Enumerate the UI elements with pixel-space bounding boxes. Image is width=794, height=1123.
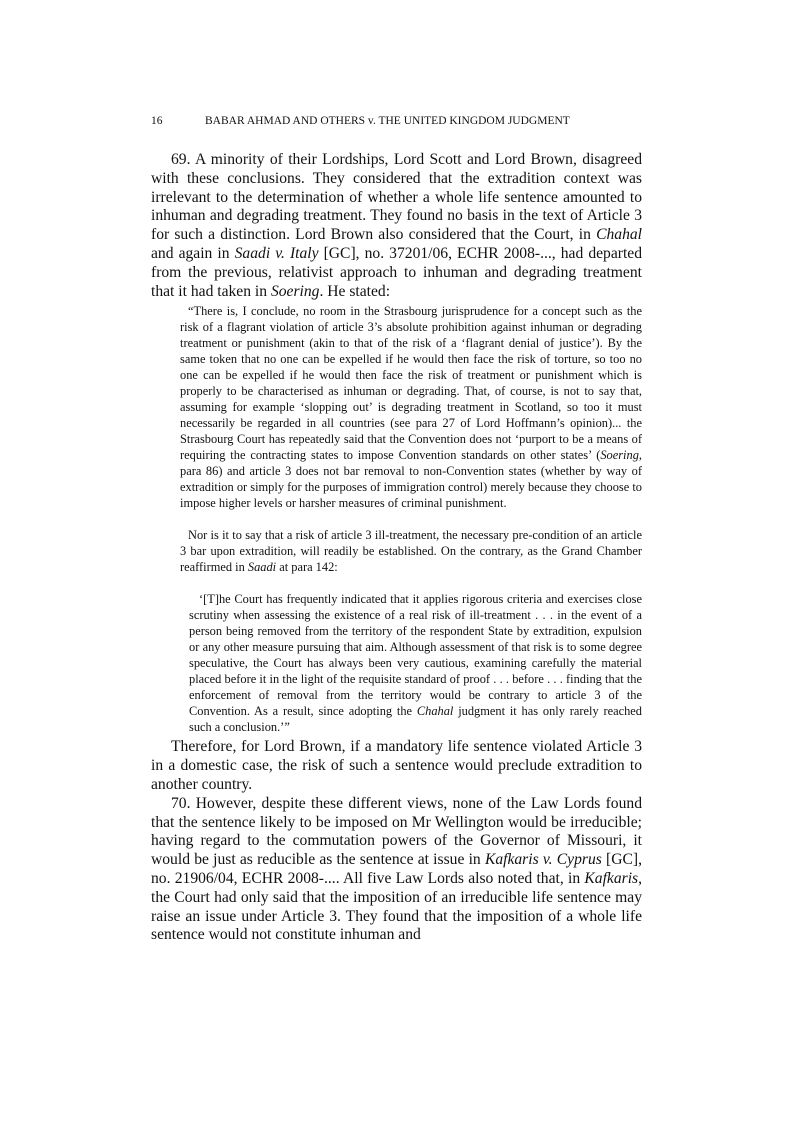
text: 69. A minority of their Lordships, Lord Scott and Lord Brown, disagreed with these conclusions. They considered that the extradition context was irrelevant to the determination of whether a whole life sentence amounted to inhuman and degrading treatment. They found no basis in the text of Article 3 for such a distinction. Lord Brown also considered that the Court, in [151, 151, 642, 244]
block-quote-lord-brown [180, 303, 642, 511]
text: at para 142: [276, 560, 338, 575]
text: . He stated: [319, 282, 391, 300]
case-name: Chahal [416, 704, 454, 719]
paragraph-70 [151, 795, 642, 945]
text: [GC], no. 37201/06, ECHR 2008-..., had departed from the previous, relativist approach to inhuman and degrading treatment that it had taken in [151, 244, 643, 300]
document-body [151, 151, 642, 945]
text: Nor is it to say that a risk of article 3 ill-treatment, the necessary pre-condition of an article 3 bar upon extradition, will readily be established. On the contrary, as the Grand Chamber reaffirmed in [180, 528, 642, 575]
running-title: BABAR AHMAD AND OTHERS v. THE UNITED KINGDOM JUDGMENT [205, 115, 570, 127]
case-name: Kafkaris [584, 869, 639, 887]
case-name: Saadi [247, 560, 277, 575]
nested-quote-saadi [189, 591, 642, 735]
paragraph-therefore: Therefore, for Lord Brown, if a mandatory life sentence violated Article 3 in a domestic case, the risk of such a sentence would preclude extradition to another country. [151, 738, 642, 793]
page-number: 16 [151, 115, 163, 127]
text: 70. However, despite these different views, none of the Law Lords found that the sentence likely to be imposed on Mr Wellington would be irreducible; having regard to the commutation powers of the Governor of Missouri, it would be just as reducible as the sentence at issue in [151, 794, 642, 869]
case-name: Kafkaris v. Cyprus [484, 851, 602, 869]
block-quote-continued [180, 527, 642, 575]
case-name: Soering [270, 282, 320, 300]
text: , para 86) and article 3 does not bar removal to non-Convention states (whether by way of extradition or simply for the purposes of immigration control) merely because they choose to impose higher levels or harsher measures of criminal punishment. [180, 448, 642, 511]
text: ‘[T]he Court has frequently indicated that it applies rigorous criteria and exercises close scrutiny when assessing the existence of a real risk of ill-treatment . . . in the event of a person being removed from the territory of the respondent State by extradition, expulsion or any other measure pursuing that aim. Although assessment of that risk is to some degree speculative, the Court has always been very cautious, examining carefully the material placed before it in the light of the requisite standard of proof . . . before . . . finding that the enforcement of removal from the territory would be contrary to article 3 of the Convention. As a result, since adopting the [189, 592, 642, 719]
text: [GC], no. 21906/04, ECHR 2008-.... All five Law Lords also noted that, in [151, 851, 642, 887]
text: “There is, I conclude, no room in the Strasbourg jurisprudence for a concept such as the risk of a flagrant violation of article 3’s absolute prohibition against inhuman or degrading treatment or punishment (akin to that of the risk of a ‘flagrant denial of justice’). By the same token that no one can be expelled if he would then face the risk of torture, so too no one can be expelled if he would then face the risk of treatment or punishment which is properly to be characterised as inhuman or degrading. That, of course, is not to say that, assuming for example ‘slopping out’ is degrading treatment in Scotland, so too it must necessarily be regarded in all countries (see para 27 of Lord Hoffmann’s opinion)... the Strasbourg Court has repeatedly said that the Convention does not ‘purport to be a means of requiring the contracting states to impose Convention standards on other states’ ( [180, 304, 642, 463]
text: , the Court had only said that the imposition of an irreducible life sentence may raise an issue under Article 3. They found that the imposition of a whole life sentence would not constitute inhuman and [151, 869, 642, 944]
case-name: Soering [600, 448, 639, 463]
paragraph-69 [151, 151, 642, 301]
case-name: Chahal [596, 226, 642, 244]
case-name: Saadi v. Italy [234, 244, 319, 262]
text: judgment it has only rarely reached such a conclusion.’” [189, 704, 642, 735]
text: and again in [151, 244, 235, 262]
